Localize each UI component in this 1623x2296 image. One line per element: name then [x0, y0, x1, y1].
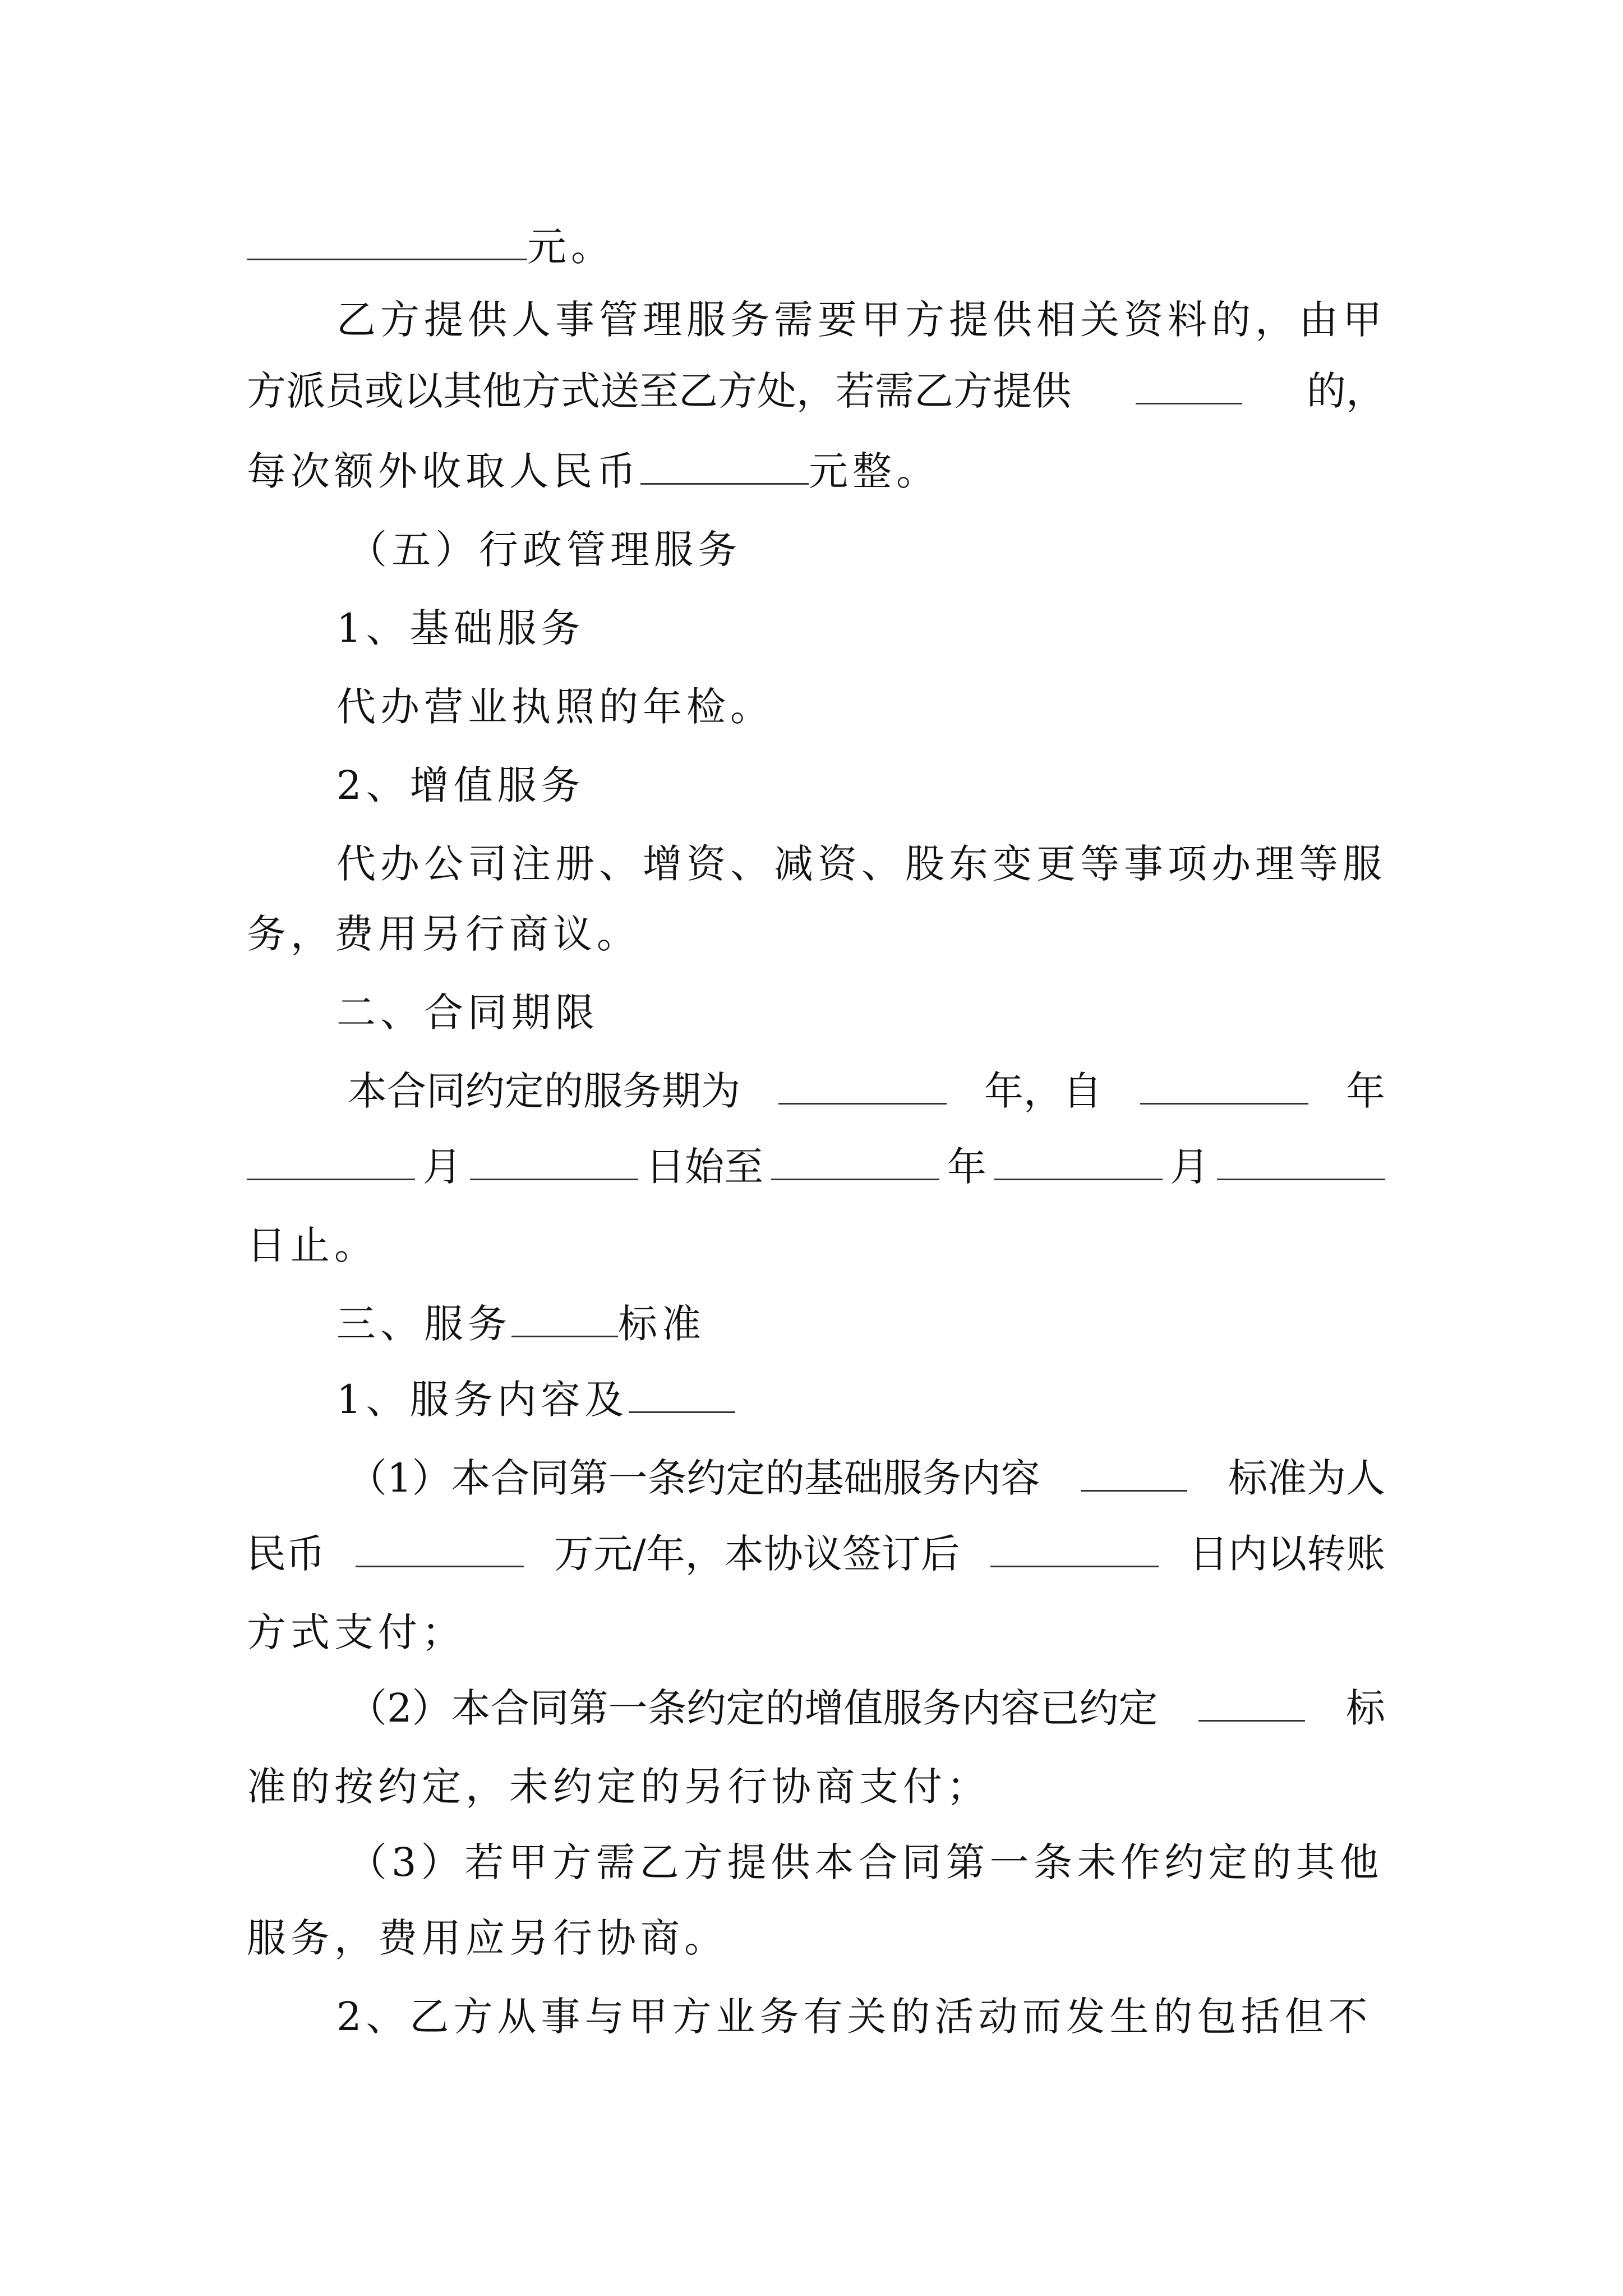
subsection-heading: 2、增值服务	[336, 762, 585, 808]
section-heading: 二、合同期限	[336, 990, 599, 1036]
text-fragment: 万元/年，本协议签订后	[554, 1531, 960, 1577]
paragraph-line: （3）若甲方需乙方提供本合同第一条未作约定的其他	[348, 1839, 1384, 1885]
text-fragment: 民币	[247, 1531, 325, 1577]
text-fragment: 1、服务内容及	[336, 1377, 629, 1423]
text-fragment: 元整。	[809, 448, 940, 494]
text-fragment: 三、服务	[336, 1301, 511, 1347]
paragraph-line: 2、乙方从事与甲方业务有关的活动而发生的包括但不	[336, 1994, 1372, 2040]
text-fragment: 年	[947, 1144, 986, 1190]
fill-blank	[629, 1377, 735, 1413]
text-fragment: 每次额外收取人民币	[247, 448, 640, 494]
text-fragment: 方派员或以其他方式送至乙方处，若需乙方提供	[247, 368, 1071, 414]
text-fragment: 标	[1345, 1685, 1385, 1731]
text-fragment: 年，自	[984, 1068, 1102, 1114]
paragraph-line: 准的按约定，未约定的另行协商支付；	[247, 1764, 990, 1810]
fill-blank	[1136, 368, 1242, 404]
paragraph-line: 代办公司注册、增资、减资、股东变更等事项办理等服	[336, 841, 1386, 887]
paragraph-line	[247, 1523, 1385, 1585]
text-fragment: （1）本合同第一条约定的基础服务内容	[348, 1455, 1040, 1501]
text-fragment: 月	[422, 1144, 462, 1190]
paragraph-line: 方式支付；	[247, 1609, 465, 1655]
text-fragment: 日内以转账	[1188, 1531, 1385, 1577]
subsection-heading: 1、基础服务	[336, 605, 585, 651]
paragraph-line: 乙方提供人事管理服务需要甲方提供相关资料的，由甲	[336, 297, 1386, 343]
text-line	[247, 216, 1385, 278]
text-fragment: 标准	[618, 1301, 706, 1347]
text-fragment: 元。	[527, 224, 615, 270]
fill-blank	[470, 1144, 638, 1180]
paragraph-line: 务，费用另行商议。	[247, 911, 640, 957]
fill-blank	[1217, 1144, 1385, 1180]
paragraph-line	[348, 1447, 1385, 1509]
fill-blank	[1081, 1455, 1187, 1492]
section-heading	[336, 1293, 1475, 1355]
text-fragment: 年	[1346, 1068, 1385, 1114]
fill-blank	[511, 1301, 618, 1337]
paragraph-line: 日止。	[247, 1222, 378, 1268]
subsection-heading	[336, 1369, 1475, 1430]
fill-blank	[247, 1144, 415, 1180]
text-fragment: 月	[1170, 1144, 1210, 1190]
paragraph-line	[348, 1677, 1385, 1739]
text-fragment: 本合同约定的服务期为	[348, 1068, 740, 1114]
fill-blank	[1198, 1685, 1305, 1722]
fill-blank	[778, 1068, 947, 1105]
paragraph-line	[247, 360, 1385, 422]
fill-blank	[640, 448, 809, 485]
text-fragment: 的，	[1307, 368, 1385, 414]
fill-blank	[771, 1144, 939, 1180]
text-fragment: 日始至	[645, 1144, 764, 1190]
fill-blank	[994, 1144, 1163, 1180]
paragraph-line	[247, 440, 1385, 502]
fill-blank	[1140, 1068, 1308, 1105]
paragraph-line: 服务，费用应另行协商。	[247, 1915, 728, 1961]
text-fragment: 标准为人	[1228, 1455, 1385, 1501]
fill-blank	[990, 1531, 1159, 1567]
paragraph-line	[247, 1136, 1385, 1198]
text-fragment: （2）本合同第一条约定的增值服务内容已约定	[348, 1685, 1158, 1731]
paragraph-line	[348, 1060, 1385, 1122]
fill-blank	[356, 1531, 524, 1567]
paragraph-line: 代办营业执照的年检。	[336, 684, 774, 730]
fill-blank	[247, 224, 527, 260]
section-heading: （五）行政管理服务	[348, 527, 741, 573]
